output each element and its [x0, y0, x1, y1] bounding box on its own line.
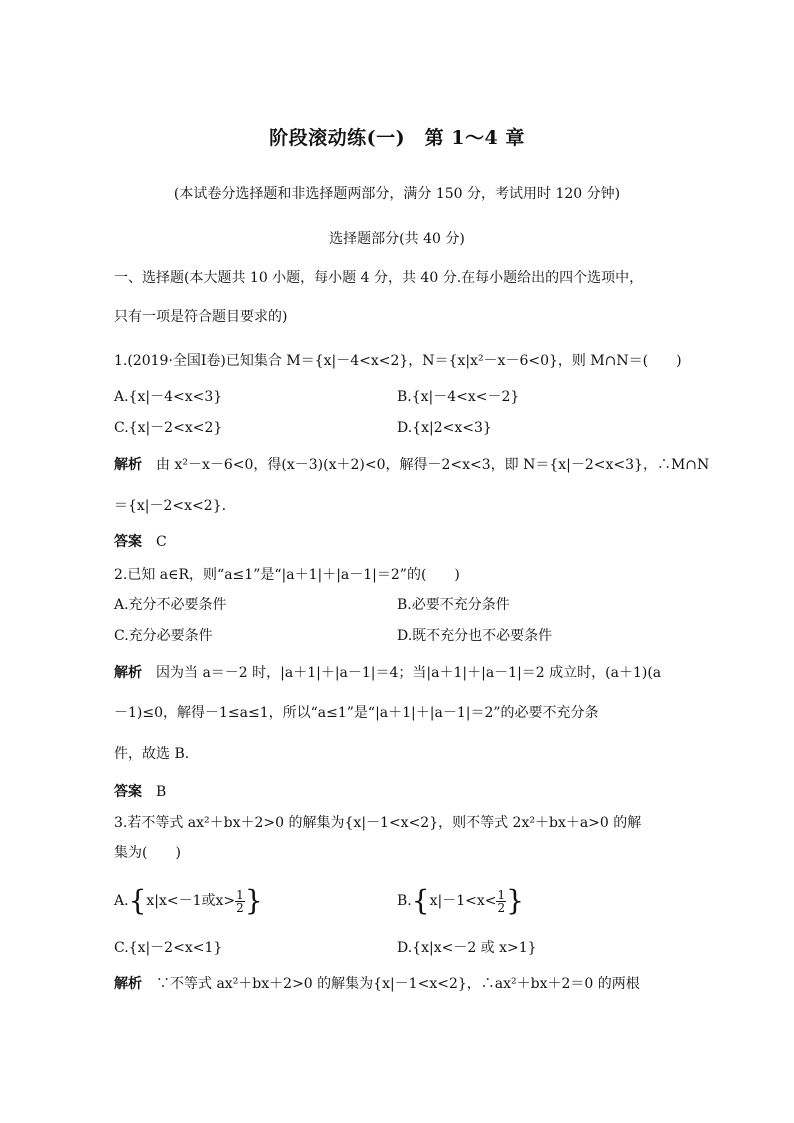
q2-stem: 2.已知 a∈R，则“a≤1”是“|a＋1|＋|a－1|＝2”的( ): [114, 567, 460, 583]
q1-option-b: B.{x|－4<x<－2}: [397, 389, 520, 405]
analysis-label: 解析: [114, 665, 142, 681]
section-heading-line2: 只有一项是符合题目要求的): [114, 309, 288, 325]
analysis-label: 解析: [114, 457, 142, 473]
q2-analysis-line1: [114, 663, 661, 683]
q3-option-c: C.{x|－2<x<1}: [114, 940, 223, 956]
q3-option-a: A.{x|x<－1或x> $\frac{1}{2}$ }: [114, 884, 263, 917]
q2-option-c: C.充分必要条件: [114, 628, 213, 644]
q1-analysis-line2: ＝{x|－2<x<2}.: [114, 498, 227, 514]
q1-option-d: D.{x|2<x<3}: [397, 420, 492, 436]
answer-label: 答案: [114, 784, 142, 800]
q3-stem-line1: 3.若不等式 ax²＋bx＋2>0 的解集为{x|－1<x<2}，则不等式 2x²＋bx＋a>0 的解: [114, 815, 642, 831]
q3-analysis-line1: [114, 974, 640, 994]
q3-option-d: D.{x|x<－2 或 x>1}: [397, 940, 537, 956]
section-heading-line1: 一、选择题(本大题共 10 小题，每小题 4 分，共 40 分.在每小题给出的四个选项中，: [114, 270, 644, 286]
q3-option-b-letter: B.: [397, 893, 412, 909]
analysis-label: 解析: [114, 976, 142, 992]
q3-analysis-text: ∵不等式 ax²＋bx＋2>0 的解集为{x|－1<x<2}，∴ax²＋bx＋2＝0 的两根: [156, 976, 640, 992]
q3-option-a-letter: A.: [114, 893, 129, 909]
fraction: $\frac{1}{2}$: [497, 887, 506, 915]
q2-answer-value: B: [156, 784, 167, 800]
q2-analysis-line2: －1)≤0，解得－1≤a≤1，所以“a≤1”是“|a＋1|＋|a－1|＝2”的必要不充分条: [114, 705, 599, 721]
answer-label: 答案: [114, 534, 142, 550]
q1-stem: 1.(2019·全国Ⅰ卷)已知集合 M＝{x|－4<x<2}，N＝{x|x²－x－6<0}，则 M∩N＝( ): [114, 353, 682, 369]
part-heading: 选择题部分(共 40 分): [329, 231, 465, 247]
q3-stem-line2: 集为( ): [114, 845, 181, 861]
q1-option-a: A.{x|－4<x<3}: [114, 389, 223, 405]
q2-option-b: B.必要不充分条件: [397, 597, 510, 613]
q1-analysis-line1: [114, 455, 709, 475]
q2-answer: [114, 782, 166, 802]
q1-answer-value: C: [156, 534, 167, 550]
q2-option-d: D.既不充分也不必要条件: [397, 628, 553, 644]
q1-analysis-text: 由 x²－x－6<0，得(x－3)(x＋2)<0，解得－2<x<3，即 N＝{x|－2<x<3}，∴M∩N: [156, 457, 710, 473]
q3-option-b: B.{x|－1<x< $\frac{1}{2}$ }: [397, 884, 524, 917]
q2-option-a: A.充分不必要条件: [114, 597, 227, 613]
q2-analysis-line3: 件，故选 B.: [114, 746, 190, 762]
q3-option-a-text: x|x<－1或x>: [146, 893, 236, 909]
fraction: $\frac{1}{2}$: [236, 887, 244, 915]
exam-instructions: (本试卷分选择题和非选择题两部分，满分 150 分，考试用时 120 分钟): [173, 186, 621, 202]
q1-answer: [114, 532, 167, 552]
q2-analysis-text: 因为当 a＝－2 时，|a＋1|＋|a－1|＝4；当|a＋1|＋|a－1|＝2 成立时，(a＋1)(a: [156, 665, 662, 681]
q3-option-b-text: x|－1<x<: [429, 893, 497, 909]
page-title: 阶段滚动练(一) 第 1～4 章: [269, 127, 525, 149]
q1-option-c: C.{x|－2<x<2}: [114, 420, 223, 436]
